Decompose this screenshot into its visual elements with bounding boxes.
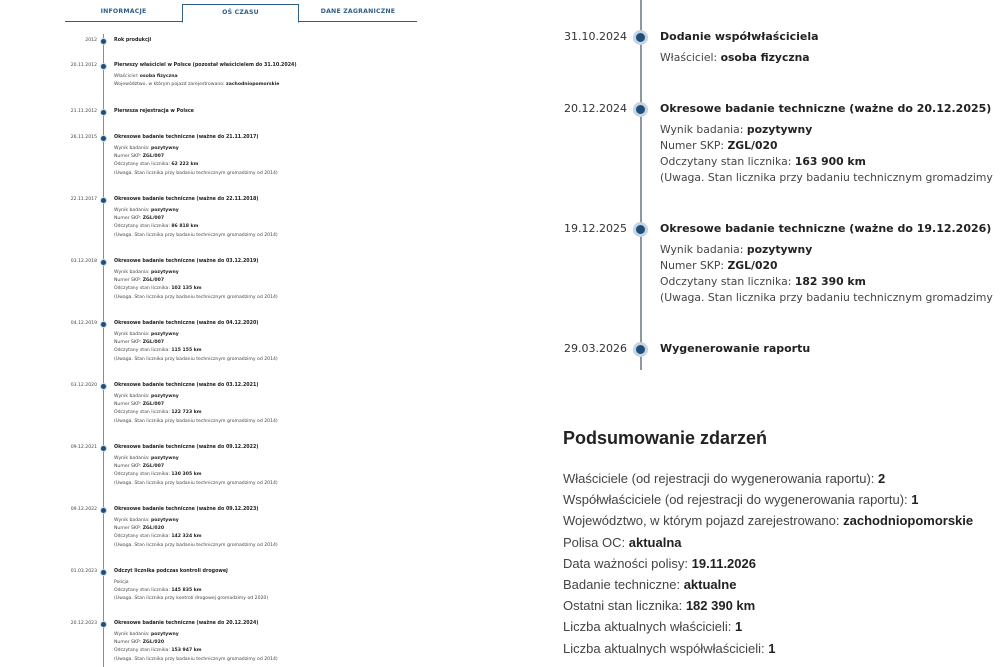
event-detail: [660, 242, 993, 258]
event-detail: [114, 542, 278, 550]
event-details: [114, 579, 268, 604]
event-title: Rok produkcji: [114, 38, 152, 43]
event-detail: [660, 258, 993, 274]
summary-row-label: Badanie techniczne:: [563, 576, 684, 592]
event-detail-value: 62 222 km: [171, 162, 199, 168]
event-title: Odczyt licznika podczas kontroli drogowej: [114, 569, 228, 574]
event-detail-label: Numer SKP:: [114, 340, 143, 346]
summary-row-label: Liczba aktualnych właścicieli:: [563, 619, 735, 635]
timeline-line-large: [640, 0, 642, 370]
event-details: [114, 631, 278, 664]
event-detail: [114, 232, 278, 240]
event-title: Okresowe badanie techniczne (ważne do 09.12.2022): [114, 445, 259, 450]
summary-row-value: 1: [768, 640, 776, 656]
event-detail-label: Wynik badania:: [114, 456, 151, 461]
event-details: [114, 455, 278, 488]
event-detail: [114, 285, 278, 293]
event-detail-label: Numer SKP:: [114, 278, 143, 284]
event-detail-label: Województwo, w którym pojazd zarejestrowano:: [114, 82, 227, 88]
event-detail-value: 142 324 km: [171, 534, 202, 540]
timeline-dot-icon: [100, 109, 107, 116]
event-details: [114, 269, 278, 302]
event-detail-value: 86 818 km: [171, 224, 199, 230]
event-details: [114, 73, 279, 89]
event-detail: [660, 154, 993, 170]
event-detail-label: Numer SKP:: [114, 526, 143, 532]
summary-row-value: 1: [734, 619, 743, 635]
event-detail-label: Numer SKP:: [660, 259, 728, 272]
event-detail: [114, 409, 278, 417]
event-detail-label: (Uwaga. Stan licznika przy badaniu technicznym gromadzimy od 2014): [114, 294, 278, 300]
event-detail-value: 102 135 km: [171, 286, 202, 292]
event-detail-value: 130 305 km: [171, 472, 202, 478]
event-date: 03.12.2018: [70, 259, 97, 264]
summary-row: [563, 553, 1000, 574]
summary-row: [563, 574, 1000, 595]
event-detail-label: Numer SKP:: [114, 640, 143, 646]
timeline-dot-icon: [100, 63, 107, 70]
event-detail-label: (Uwaga. Stan licznika przy badaniu technicznym gromadzimy od 2014): [114, 542, 278, 548]
summary-row-value: zachodniopomorskie: [843, 513, 974, 529]
timeline-dot-icon: [100, 135, 107, 142]
event-detail-label: (Uwaga. Stan licznika przy badaniu technicznym gromadzimy od 2014): [114, 656, 278, 662]
event-detail-value: pozytywny: [150, 456, 179, 461]
event-detail: [660, 122, 993, 138]
event-title: Okresowe badanie techniczne (ważne do 20.12.2024): [114, 621, 259, 626]
summary-row-value: 19.11.2026: [691, 555, 756, 571]
event-detail: [114, 347, 278, 355]
summary-row-label: Ostatni stan licznika:: [563, 598, 686, 614]
event-detail-label: Odczytany stan licznika:: [114, 286, 172, 292]
summary-row-label: Województwo, w którym pojazd zarejestrowano:: [563, 513, 844, 529]
event-detail: [114, 277, 278, 285]
summary-row-value: 2: [878, 471, 886, 486]
event-date: 29.03.2026: [564, 342, 627, 355]
event-detail-value: ZGL/020: [727, 139, 778, 152]
event-detail: [660, 50, 810, 66]
event-title: Dodanie współwłaściciela: [660, 30, 819, 43]
event-detail: [114, 455, 278, 463]
event-detail-label: (Uwaga. Stan licznika przy badaniu technicznym gromadzimy od 2014): [114, 356, 278, 362]
timeline-dot-icon: [100, 38, 107, 45]
timeline-dot-icon: [100, 197, 107, 204]
event-title: Okresowe badanie techniczne (ważne do 22.11.2018): [114, 197, 259, 202]
summary-row-value: aktualna: [628, 534, 682, 550]
tab-bar: [65, 4, 417, 22]
timeline-dot-icon: [100, 383, 107, 390]
timeline-dot-icon: [633, 342, 648, 357]
event-detail: [114, 401, 278, 409]
event-detail: [114, 656, 278, 664]
event-detail-value: ZGL/020: [142, 526, 165, 532]
event-detail-label: Odczytany stan licznika:: [114, 648, 172, 654]
events-summary: [563, 428, 1000, 659]
event-detail: [660, 274, 993, 290]
event-detail: [114, 525, 278, 533]
event-detail-label: (Uwaga. Stan licznika przy badaniu technicznym gromadzimy: [660, 291, 993, 304]
event-detail-label: Wynik badania:: [114, 394, 151, 399]
event-detail-label: Odczytany stan licznika:: [114, 534, 172, 540]
event-title: Pierwszy właściciel w Polsce (pozostał właścicielem do 31.10.2024): [114, 63, 297, 68]
event-detail-label: Policja: [114, 580, 129, 585]
event-date: 09.12.2022: [70, 507, 97, 512]
event-detail-label: Wynik badania:: [114, 332, 151, 337]
event-details: [660, 122, 993, 186]
event-detail-label: (Uwaga. Stan licznika przy badaniu technicznym gromadzimy od 2014): [114, 480, 278, 486]
event-detail-value: pozytywny: [746, 243, 813, 256]
event-detail: [114, 587, 268, 595]
event-details: [114, 393, 278, 426]
event-detail-label: Numer SKP:: [114, 216, 143, 222]
event-detail-value: pozytywny: [150, 208, 179, 213]
event-detail-label: Odczytany stan licznika:: [114, 410, 172, 416]
event-detail: [114, 579, 268, 587]
timeline-dot-icon: [100, 259, 107, 266]
event-detail-value: ZGL/007: [142, 216, 165, 222]
event-detail-value: ZGL/020: [727, 259, 778, 272]
event-title: Wygenerowanie raportu: [660, 342, 811, 355]
event-detail-label: Numer SKP:: [114, 402, 143, 408]
event-details: [114, 517, 278, 550]
tab-dane-zagraniczne[interactable]: DANE ZAGRANICZNE: [320, 8, 396, 15]
tab-os-czasu[interactable]: OŚ CZASU: [182, 4, 299, 23]
event-detail: [114, 393, 278, 401]
event-detail-value: 145 835 km: [171, 588, 202, 594]
event-detail-label: Numer SKP:: [114, 464, 143, 470]
event-detail-label: Odczytany stan licznika:: [114, 588, 172, 594]
summary-row: [563, 468, 1000, 489]
event-detail-label: (Uwaga. Stan licznika przy kontroli drogowej gromadzimy od 2020): [114, 596, 269, 602]
event-date: 21.11.2012: [70, 109, 97, 114]
event-detail: [114, 269, 278, 277]
event-detail: [114, 223, 278, 231]
event-date: 2012: [85, 38, 97, 43]
event-title: Okresowe badanie techniczne (ważne do 04.12.2020): [114, 321, 259, 326]
summary-row-label: Liczba aktualnych współwłaścicieli:: [563, 640, 769, 656]
event-detail: [114, 418, 278, 426]
event-detail-label: Odczytany stan licznika:: [114, 472, 172, 478]
event-detail-label: Numer SKP:: [114, 154, 143, 160]
event-detail: [660, 170, 993, 186]
event-date: 01.03.2023: [70, 569, 97, 574]
summary-row: [563, 532, 1000, 553]
event-detail: [114, 595, 268, 603]
event-details: [114, 331, 278, 364]
event-detail: [114, 517, 278, 525]
event-detail-value: pozytywny: [150, 632, 179, 637]
timeline-dot-icon: [100, 445, 107, 452]
event-detail-value: ZGL/007: [142, 340, 165, 346]
event-detail-label: Odczytany stan licznika:: [114, 224, 172, 230]
summary-row-label: Polisa OC:: [563, 534, 629, 550]
event-detail: [114, 153, 278, 161]
event-detail-label: Odczytany stan licznika:: [660, 275, 795, 288]
event-detail-label: Wynik badania:: [114, 632, 151, 637]
event-detail-value: pozytywny: [150, 394, 179, 399]
summary-row: [563, 595, 1000, 616]
tab-informacje[interactable]: INFORMACJE: [100, 8, 147, 15]
event-detail-value: pozytywny: [150, 146, 179, 151]
event-detail-value: ZGL/007: [142, 154, 165, 160]
timeline-dot-icon: [633, 102, 648, 117]
event-detail-label: Wynik badania:: [660, 123, 747, 136]
event-details: [660, 50, 810, 66]
event-detail: [114, 480, 278, 488]
event-date: 22.11.2017: [70, 197, 97, 202]
event-detail: [114, 145, 278, 153]
event-title: Okresowe badanie techniczne (ważne do 03.12.2019): [114, 259, 259, 264]
event-title: Pierwsza rejestracja w Polsce: [114, 109, 194, 114]
event-detail-value: pozytywny: [150, 518, 179, 523]
event-date: 20.11.2012: [70, 63, 97, 68]
event-detail-value: zachodniopomorskie: [226, 82, 280, 88]
event-detail-label: Właściciel:: [114, 74, 140, 79]
event-title: Okresowe badanie techniczne (ważne do 21.11.2017): [114, 135, 259, 140]
event-detail: [114, 207, 278, 215]
event-date: 04.12.2019: [70, 321, 97, 326]
event-date: 09.12.2021: [70, 445, 97, 450]
event-details: [114, 145, 278, 178]
event-detail: [660, 138, 993, 154]
summary-title: Podsumowanie zdarzeń: [563, 428, 768, 448]
event-detail-value: ZGL/007: [142, 278, 165, 284]
event-detail-label: Odczytany stan licznika:: [114, 348, 172, 354]
timeline-dot-icon: [100, 507, 107, 514]
event-detail-value: 115 155 km: [171, 348, 202, 354]
event-detail-label: Odczytany stan licznika:: [114, 162, 172, 168]
event-detail-value: 182 390 km: [794, 275, 866, 288]
event-detail-label: Wynik badania:: [114, 146, 151, 151]
summary-row-label: Właściciele (od rejestracji do wygenerowania raportu):: [563, 471, 879, 486]
event-details: [114, 207, 278, 240]
event-detail-label: (Uwaga. Stan licznika przy badaniu technicznym gromadzimy: [660, 171, 993, 184]
event-detail-label: Wynik badania:: [660, 243, 747, 256]
event-detail-value: osoba fizyczna: [139, 74, 178, 79]
event-detail: [114, 339, 278, 347]
event-detail: [114, 294, 278, 302]
event-detail-value: ZGL/007: [142, 402, 165, 408]
event-detail-label: (Uwaga. Stan licznika przy badaniu technicznym gromadzimy od 2014): [114, 418, 278, 424]
event-date: 20.12.2023: [70, 621, 97, 626]
event-detail: [114, 647, 278, 655]
event-detail-value: pozytywny: [150, 270, 179, 275]
event-detail: [114, 170, 278, 178]
event-detail-label: Właściciel:: [660, 51, 721, 64]
timeline-dot-icon: [633, 222, 648, 237]
event-detail-label: Odczytany stan licznika:: [660, 155, 795, 168]
event-detail-value: pozytywny: [150, 332, 179, 337]
event-detail-value: 163 900 km: [794, 155, 866, 168]
event-date: 31.10.2024: [564, 30, 627, 43]
event-detail-label: (Uwaga. Stan licznika przy badaniu technicznym gromadzimy od 2014): [114, 232, 278, 238]
summary-row-value: aktualne: [683, 576, 737, 592]
event-title: Okresowe badanie techniczne (ważne do 19.12.2026): [660, 222, 992, 235]
summary-row-value: 1: [911, 492, 919, 508]
event-detail: [114, 356, 278, 364]
summary-row-label: Data ważności polisy:: [563, 555, 692, 571]
event-detail: [114, 81, 279, 89]
event-details: [660, 242, 993, 306]
timeline-dot-icon: [100, 321, 107, 328]
timeline-dot-icon: [633, 30, 648, 45]
event-title: Okresowe badanie techniczne (ważne do 20.12.2025): [660, 102, 992, 115]
event-date: 03.12.2020: [70, 383, 97, 388]
event-detail: [114, 639, 278, 647]
event-detail: [114, 471, 278, 479]
event-date: 19.12.2025: [564, 222, 627, 235]
timeline-dot-icon: [100, 621, 107, 628]
event-detail: [114, 161, 278, 169]
event-title: Okresowe badanie techniczne (ważne do 09.12.2023): [114, 507, 259, 512]
event-detail-label: Numer SKP:: [660, 139, 728, 152]
event-detail: [114, 463, 278, 471]
event-date: 20.12.2024: [564, 102, 627, 115]
summary-row: [563, 510, 1000, 531]
event-detail-value: 122 723 km: [171, 410, 202, 416]
event-detail-value: ZGL/020: [142, 640, 165, 646]
summary-row: [563, 489, 1000, 510]
event-detail-value: ZGL/007: [142, 464, 165, 470]
event-detail: [114, 73, 279, 81]
event-detail: [660, 290, 993, 306]
event-detail-label: Wynik badania:: [114, 518, 151, 523]
event-title: Okresowe badanie techniczne (ważne do 03.12.2021): [114, 383, 259, 388]
summary-row: [563, 616, 1000, 637]
event-detail: [114, 631, 278, 639]
event-detail-value: pozytywny: [746, 123, 813, 136]
event-detail-value: osoba fizyczna: [720, 51, 810, 64]
timeline-dot-icon: [100, 569, 107, 576]
event-detail: [114, 215, 278, 223]
summary-row-label: Współwłaściciele (od rejestracji do wygenerowania raportu):: [563, 492, 912, 508]
event-detail-label: Wynik badania:: [114, 208, 151, 213]
event-detail: [114, 331, 278, 339]
timeline-panel-small: [65, 0, 417, 667]
event-detail: [114, 533, 278, 541]
event-date: 26.11.2015: [70, 135, 97, 140]
summary-list: [563, 468, 1000, 659]
event-detail-label: Wynik badania:: [114, 270, 151, 275]
summary-row-value: 182 390 km: [685, 598, 756, 614]
summary-row: [563, 638, 1000, 659]
event-detail-value: 153 947 km: [171, 648, 202, 654]
event-detail-label: (Uwaga. Stan licznika przy badaniu technicznym gromadzimy od 2014): [114, 170, 278, 176]
